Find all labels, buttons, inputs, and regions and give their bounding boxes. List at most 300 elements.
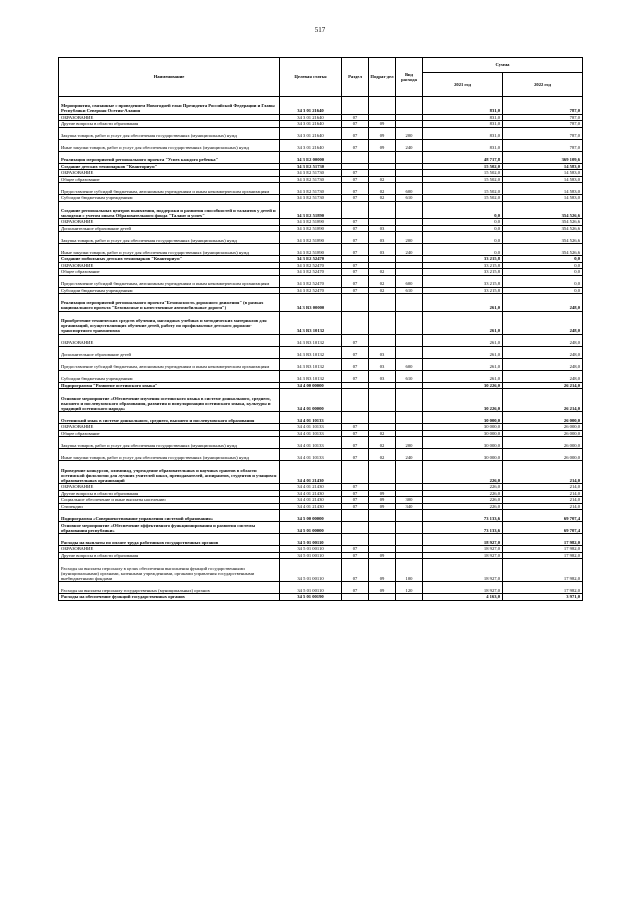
cell-sum-2021: 15 502,0 [423,176,503,183]
cell-subsection: 09 [369,497,396,504]
cell-subsection: 09 [369,552,396,559]
cell-section: 07 [342,275,369,287]
cell-section: 07 [342,430,369,437]
cell-sum-2022: 26 000,0 [503,437,583,449]
cell-subsection: 02 [369,430,396,437]
cell-target-code: 34 3 E2 51890 [280,232,342,244]
header-subsection: Подраз-дел [369,58,396,97]
cell-target-code: 34 4 01 21430 [280,497,342,504]
cell-name: Расходы на обеспечение функций государственных органов [59,594,280,601]
cell-target-code: 34 3 R3 10132 [280,370,342,382]
cell-sum-2021: 226,0 [423,484,503,491]
table-row [59,183,583,195]
cell-sum-2021: 18 927,0 [423,534,503,546]
cell-section [342,461,369,484]
cell-sum-2022: 787,0 [503,114,583,121]
cell-section: 07 [342,424,369,431]
cell-expense-type: 600 [396,358,423,370]
cell-target-code: 34 3 E2 51890 [280,225,342,232]
cell-target-code: 34 3 E2 51890 [280,219,342,226]
cell-sum-2022: 214,0 [503,490,583,497]
cell-subsection: 09 [369,559,396,582]
cell-target-code: 34 5 01 00000 [280,522,342,534]
cell-expense-type [396,510,423,522]
cell-sum-2022: 248,0 [503,311,583,334]
cell-target-code: 34 5 01 00190 [280,594,342,601]
cell-name: ОБРАЗОВАНИЕ [59,424,280,431]
cell-section: 07 [342,287,369,294]
cell-expense-type [396,334,423,346]
cell-sum-2021: 0,0 [423,232,503,244]
header-year-2021: 2021 год [423,72,503,96]
cell-sum-2022: 0,0 [503,287,583,294]
cell-name: Создание региональных центров выявления, поддержки и развития способностей и талантов у детей и молодежи с учетом опыта Образовательного фонда "Талант и успех" [59,201,280,219]
cell-sum-2021: 15 502,0 [423,170,503,177]
cell-expense-type: 610 [396,370,423,382]
cell-section: 07 [342,232,369,244]
cell-subsection: 03 [369,370,396,382]
cell-subsection: 02 [369,287,396,294]
cell-subsection [369,534,396,546]
cell-name: Общее образование [59,269,280,276]
cell-sum-2022: 0,0 [503,262,583,269]
cell-name: Мероприятия, связанные с проведением Новогодней елки Президента Российской Федерации и Главы Республики Северная Осетия-Алания [59,97,280,115]
cell-sum-2022: 17 982,0 [503,552,583,559]
cell-subsection: 02 [369,449,396,461]
cell-subsection [369,510,396,522]
cell-sum-2021: 261,0 [423,370,503,382]
cell-section [342,294,369,312]
cell-expense-type [396,412,423,424]
cell-sum-2022: 26 000,0 [503,449,583,461]
cell-expense-type: 610 [396,287,423,294]
cell-sum-2021: 33 215,8 [423,275,503,287]
cell-sum-2021: 831,0 [423,121,503,128]
cell-target-code: 34 4 01 10133 [280,412,342,424]
cell-section: 07 [342,127,369,139]
cell-section: 07 [342,244,369,256]
cell-expense-type: 200 [396,437,423,449]
cell-subsection [369,294,396,312]
cell-target-code: 34 3 01 21640 [280,127,342,139]
cell-sum-2021: 30 226,0 [423,389,503,412]
cell-sum-2021: 226,0 [423,503,503,510]
table-row [59,594,583,601]
cell-target-code: 34 3 E2 52470 [280,262,342,269]
cell-name: Субсидии бюджетным учреждениям [59,287,280,294]
cell-name: ОБРАЗОВАНИЕ [59,114,280,121]
table-row [59,370,583,382]
cell-sum-2021: 18 927,0 [423,559,503,582]
table-row [59,389,583,412]
cell-sum-2022: 354 526,6 [503,244,583,256]
header-year-2022: 2022 год [503,72,583,96]
header-expense-type: Вид расхода [396,58,423,97]
cell-subsection: 02 [369,275,396,287]
cell-section: 07 [342,346,369,358]
cell-expense-type: 240 [396,449,423,461]
cell-expense-type: 200 [396,127,423,139]
cell-target-code: 34 4 01 21430 [280,503,342,510]
cell-sum-2022: 17 982,0 [503,534,583,546]
cell-expense-type [396,311,423,334]
cell-name: Реализация мероприятий регионального проекта "Успех каждого ребенка" [59,151,280,163]
cell-section [342,594,369,601]
cell-name: ОБРАЗОВАНИЕ [59,219,280,226]
cell-target-code: 34 5 01 00110 [280,552,342,559]
cell-sum-2021: 18 927,0 [423,582,503,594]
cell-target-code: 34 4 01 00000 [280,389,342,412]
cell-sum-2022: 17 982,0 [503,546,583,553]
cell-section: 07 [342,183,369,195]
cell-subsection: 02 [369,437,396,449]
cell-subsection: 09 [369,503,396,510]
cell-sum-2021: 261,0 [423,311,503,334]
table-row [59,97,583,115]
cell-expense-type: 600 [396,275,423,287]
cell-subsection [369,461,396,484]
cell-name: Дополнительное образование детей [59,346,280,358]
cell-expense-type [396,201,423,219]
cell-section: 07 [342,334,369,346]
cell-target-code: 34 3 E2 51730 [280,183,342,195]
cell-target-code: 34 4 01 10133 [280,437,342,449]
cell-sum-2021: 0,0 [423,201,503,219]
cell-name: ОБРАЗОВАНИЕ [59,546,280,553]
cell-subsection [369,334,396,346]
cell-sum-2022: 14 583,0 [503,195,583,202]
cell-name: Расходы на выплаты по оплате труда работников государственных органов [59,534,280,546]
cell-sum-2021: 73 133,6 [423,510,503,522]
cell-name: Предоставление субсидий бюджетным, автономным учреждениям и иным некоммерческим организациям [59,275,280,287]
cell-name: Закупка товаров, работ и услуг для обеспечения государственных (муниципальных) нужд [59,127,280,139]
cell-target-code: 34 3 R3 10132 [280,311,342,334]
cell-sum-2022: 354 526,6 [503,219,583,226]
cell-sum-2021: 226,0 [423,497,503,504]
cell-section: 07 [342,225,369,232]
cell-name: Расходы на выплаты персоналу в целях обеспечения выполнения функций государственными (муниципальными) органами, казенными учреждениями, органами управления государственными внебюджетными фондами [59,559,280,582]
cell-section: 07 [342,170,369,177]
cell-sum-2022: 26 000,0 [503,430,583,437]
cell-name: Предоставление субсидий бюджетным, автономным учреждениям и иным некоммерческим организациям [59,358,280,370]
cell-subsection [369,97,396,115]
cell-target-code: 34 5 01 00110 [280,534,342,546]
cell-subsection [369,389,396,412]
cell-expense-type: 610 [396,195,423,202]
cell-section [342,510,369,522]
cell-expense-type: 340 [396,503,423,510]
page-number: 517 [314,26,326,34]
cell-section: 07 [342,546,369,553]
cell-sum-2021: 831,0 [423,127,503,139]
cell-name: Общее образование [59,430,280,437]
cell-name: Расходы на выплаты персоналу государственных (муниципальных) органов [59,582,280,594]
cell-section: 07 [342,503,369,510]
cell-sum-2021: 18 927,0 [423,552,503,559]
header-name: Наименование [59,58,280,97]
cell-name: Другие вопросы в области образования [59,552,280,559]
cell-expense-type [396,461,423,484]
cell-sum-2021: 33 215,8 [423,256,503,263]
cell-sum-2021: 33 215,8 [423,262,503,269]
cell-name: ОБРАЗОВАНИЕ [59,484,280,491]
cell-sum-2021: 261,0 [423,334,503,346]
cell-expense-type [396,97,423,115]
cell-target-code: 34 3 E2 51730 [280,163,342,170]
cell-sum-2021: 33 215,8 [423,269,503,276]
cell-subsection [369,311,396,334]
cell-target-code: 34 3 E2 51890 [280,244,342,256]
cell-sum-2022: 248,0 [503,346,583,358]
cell-name: Осетинский язык в системе дошкольного, среднего, высшего и послевузовского образования [59,412,280,424]
cell-name: Дополнительное образование детей [59,225,280,232]
cell-sum-2022: 26 000,0 [503,412,583,424]
cell-name: Основное мероприятие «Обеспечение эффективного функционирования и развития системы образования республики» [59,522,280,534]
cell-name: ОБРАЗОВАНИЕ [59,262,280,269]
cell-sum-2021: 261,0 [423,346,503,358]
cell-sum-2022: 787,0 [503,139,583,151]
cell-sum-2021: 30 226,0 [423,382,503,389]
cell-sum-2021: 15 502,0 [423,163,503,170]
cell-expense-type [396,294,423,312]
cell-name: ОБРАЗОВАНИЕ [59,170,280,177]
table-row [59,139,583,151]
cell-sum-2022: 14 583,0 [503,170,583,177]
cell-sum-2021: 30 000,0 [423,437,503,449]
cell-expense-type: 240 [396,139,423,151]
cell-section: 07 [342,121,369,128]
cell-sum-2021: 261,0 [423,358,503,370]
table-row [59,201,583,219]
cell-sum-2022: 214,0 [503,503,583,510]
cell-section [342,522,369,534]
cell-section [342,311,369,334]
cell-sum-2022: 17 982,0 [503,559,583,582]
cell-subsection: 09 [369,582,396,594]
cell-section: 07 [342,370,369,382]
cell-sum-2022: 369 109,6 [503,151,583,163]
cell-sum-2021: 226,0 [423,461,503,484]
cell-sum-2021: 831,0 [423,97,503,115]
cell-sum-2022: 248,0 [503,370,583,382]
table-row [59,127,583,139]
cell-subsection: 03 [369,358,396,370]
cell-sum-2021: 30 000,0 [423,449,503,461]
cell-name: Основное мероприятие «Обеспечение изучения осетинского языка в системе дошкольного, среднего, высшего и послевузовского образования, развития и популяризации осетинского языка, культуры и традиций осетинского народа» [59,389,280,412]
table-row [59,358,583,370]
table-row [59,534,583,546]
cell-sum-2022: 354 526,6 [503,201,583,219]
cell-sum-2022: 0,0 [503,275,583,287]
cell-sum-2022: 69 707,4 [503,510,583,522]
cell-section: 07 [342,139,369,151]
cell-sum-2022: 248,0 [503,334,583,346]
cell-section: 07 [342,559,369,582]
table-row [59,522,583,534]
cell-sum-2022: 787,0 [503,97,583,115]
cell-section: 07 [342,490,369,497]
cell-sum-2022: 3 971,0 [503,594,583,601]
cell-target-code: 34 5 01 00110 [280,546,342,553]
cell-name: Создание детских технопарков "Кванториум" [59,163,280,170]
cell-expense-type [396,151,423,163]
cell-section: 07 [342,219,369,226]
cell-target-code: 34 3 R3 00000 [280,294,342,312]
cell-sum-2022: 214,0 [503,461,583,484]
cell-name: Социальное обеспечение и иные выплаты населению [59,497,280,504]
cell-section: 07 [342,484,369,491]
cell-expense-type [396,346,423,358]
cell-section: 07 [342,262,369,269]
cell-section [342,412,369,424]
cell-sum-2021: 0,0 [423,225,503,232]
cell-name: Приобретение технических средств обучения, наглядных учебных и методических материалов для организаций, осуществляющих обучение детей, работу по профилактике детского дорожно-транспортного травматизма [59,311,280,334]
cell-sum-2021: 831,0 [423,139,503,151]
cell-sum-2022: 248,0 [503,294,583,312]
cell-sum-2021: 30 000,0 [423,424,503,431]
table-row [59,582,583,594]
cell-target-code: 34 4 01 21430 [280,490,342,497]
cell-subsection: 09 [369,127,396,139]
cell-subsection: 03 [369,232,396,244]
table-row [59,294,583,312]
cell-target-code: 34 3 E2 51730 [280,195,342,202]
cell-target-code: 34 3 E2 52470 [280,256,342,263]
cell-name: Создание мобильных детских технопарков "Кванториум" [59,256,280,263]
cell-name: Субсидии бюджетным учреждениям [59,370,280,382]
cell-expense-type: 600 [396,183,423,195]
cell-sum-2021: 831,0 [423,114,503,121]
cell-target-code: 34 5 01 00110 [280,582,342,594]
cell-section: 07 [342,176,369,183]
cell-sum-2022: 69 707,4 [503,522,583,534]
cell-sum-2021: 18 927,0 [423,546,503,553]
cell-name: Субсидии бюджетным учреждениям [59,195,280,202]
table-row [59,461,583,484]
cell-target-code: 34 3 E2 52470 [280,269,342,276]
table-body [59,97,583,601]
table-row [59,437,583,449]
cell-subsection [369,522,396,534]
cell-target-code: 34 3 01 21640 [280,114,342,121]
cell-sum-2021: 30 000,0 [423,412,503,424]
cell-sum-2021: 15 502,0 [423,195,503,202]
cell-name: Общее образование [59,176,280,183]
cell-subsection: 09 [369,139,396,151]
cell-name: Закупка товаров, работ и услуг для обеспечения государственных (муниципальных) нужд [59,232,280,244]
cell-section [342,97,369,115]
cell-sum-2021: 15 502,0 [423,183,503,195]
cell-name: Предоставление субсидий бюджетным, автономным учреждениям и иным некоммерческим организациям [59,183,280,195]
table-row [59,334,583,346]
table-row [59,151,583,163]
table-row [59,510,583,522]
cell-section [342,151,369,163]
cell-target-code: 34 3 E2 51890 [280,201,342,219]
cell-section: 07 [342,437,369,449]
cell-sum-2022: 0,0 [503,256,583,263]
cell-target-code: 34 3 R3 10132 [280,334,342,346]
cell-name: ОБРАЗОВАНИЕ [59,334,280,346]
table-row [59,275,583,287]
cell-subsection: 02 [369,176,396,183]
table-row [59,412,583,424]
cell-sum-2021: 33 215,8 [423,287,503,294]
cell-expense-type: 100 [396,559,423,582]
cell-subsection: 02 [369,269,396,276]
table-row [59,244,583,256]
cell-sum-2021: 261,0 [423,294,503,312]
table-row [59,232,583,244]
table-row [59,311,583,334]
cell-target-code: 34 4 01 10133 [280,449,342,461]
cell-section [342,534,369,546]
cell-subsection [369,594,396,601]
cell-name: Подпрограмма «Совершенствование управления системой образования» [59,510,280,522]
budget-table [58,57,583,601]
cell-section: 07 [342,497,369,504]
cell-sum-2022: 214,0 [503,484,583,491]
cell-target-code: 34 4 01 10133 [280,424,342,431]
cell-section: 07 [342,269,369,276]
header-sum: Сумма [423,58,583,73]
cell-target-code: 34 3 01 21640 [280,121,342,128]
cell-target-code: 34 4 01 21430 [280,461,342,484]
cell-subsection [369,151,396,163]
cell-section: 07 [342,114,369,121]
cell-target-code: 34 3 E2 00000 [280,151,342,163]
cell-name: Стипендии [59,503,280,510]
cell-target-code: 34 3 01 21640 [280,139,342,151]
cell-section: 07 [342,552,369,559]
cell-target-code: 34 4 01 21430 [280,484,342,491]
cell-section: 07 [342,195,369,202]
cell-sum-2021: 0,0 [423,244,503,256]
cell-sum-2021: 30 000,0 [423,430,503,437]
table-row [59,449,583,461]
cell-name: Проведение конкурсов, олимпиад, учреждение образовательных и научных грантов в области осетинской филологии для лучших учителей школ, преподавателей, аспирантов, студентов и учащихся образовательных организаций [59,461,280,484]
cell-sum-2022: 0,0 [503,269,583,276]
cell-sum-2022: 26 000,0 [503,424,583,431]
cell-subsection: 09 [369,121,396,128]
cell-sum-2021: 226,0 [423,490,503,497]
cell-name: Другие вопросы в области образования [59,490,280,497]
cell-target-code: 34 3 E2 51730 [280,170,342,177]
cell-subsection: 02 [369,183,396,195]
cell-sum-2021: 48 717,8 [423,151,503,163]
cell-name: Иные закупки товаров, работ и услуг для обеспечения государственных (муниципальных) нужд [59,139,280,151]
cell-sum-2022: 354 526,6 [503,225,583,232]
cell-sum-2022: 214,0 [503,497,583,504]
cell-sum-2022: 248,0 [503,358,583,370]
cell-sum-2021: 4 163,0 [423,594,503,601]
cell-expense-type [396,389,423,412]
cell-target-code: 34 3 E2 51730 [280,176,342,183]
cell-target-code: 34 3 E2 52470 [280,275,342,287]
cell-name: Подпрограмма "Развитие осетинского языка" [59,382,280,389]
cell-expense-type: 120 [396,582,423,594]
cell-target-code: 34 5 01 00110 [280,559,342,582]
cell-expense-type: 300 [396,497,423,504]
cell-sum-2022: 354 526,6 [503,232,583,244]
cell-sum-2022: 14 583,0 [503,183,583,195]
cell-subsection: 02 [369,195,396,202]
cell-sum-2022: 14 583,0 [503,163,583,170]
cell-expense-type [396,594,423,601]
cell-sum-2022: 787,0 [503,121,583,128]
cell-target-code: 34 5 00 00000 [280,510,342,522]
cell-expense-type: 200 [396,232,423,244]
